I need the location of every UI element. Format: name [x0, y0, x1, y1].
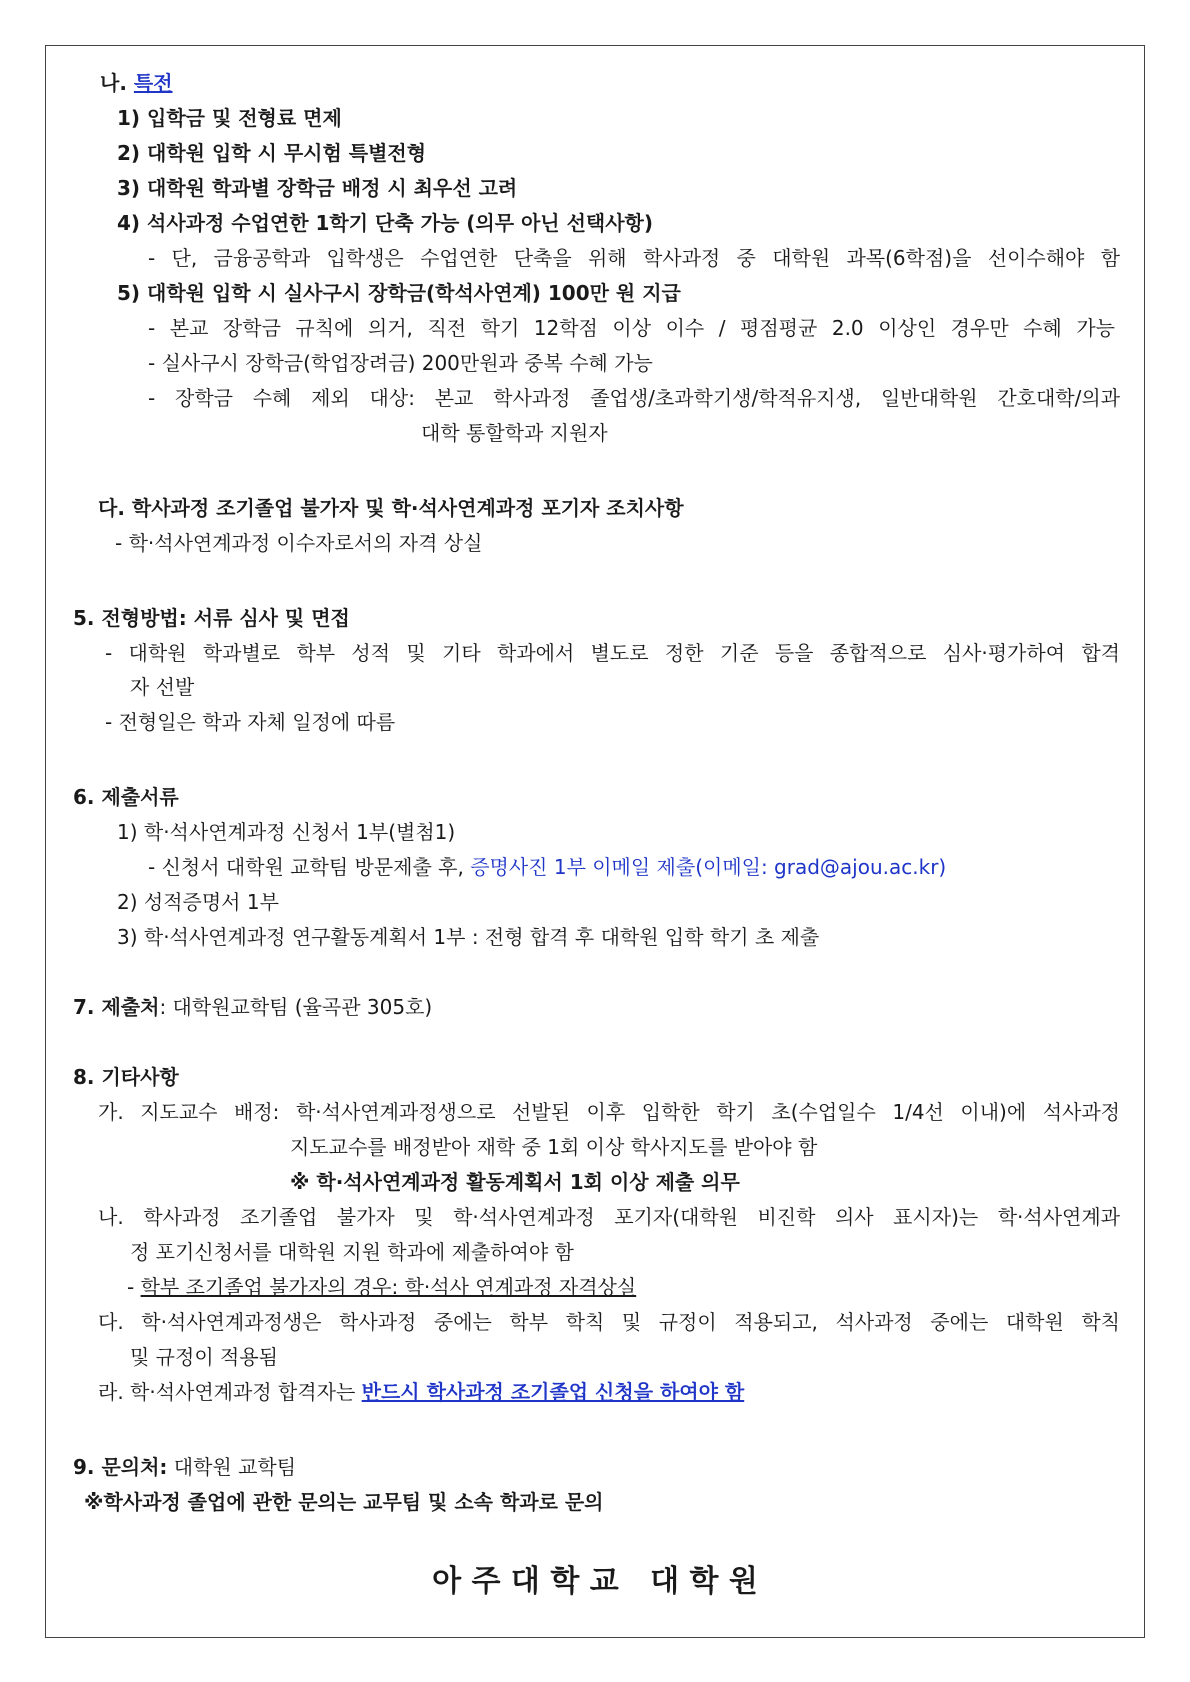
section-5-line-1-cont: 자 선발 — [130, 675, 195, 699]
document-item-1: 1) 학·석사연계과정 신청서 1부(별첨1) — [117, 820, 456, 844]
section-8-na-note — [127, 1272, 636, 1302]
section-5-line-1: - 대학원 학과별로 학부 성적 및 기타 학과에서 별도로 정한 기준 등을 종합적으로 심사·평가하여 합격 — [105, 641, 1120, 665]
benefit-item-5-note-1: - 본교 장학금 규칙에 의거, 직전 학기 12학점 이상 이수 / 평점평균 2.0 이상인 경우만 수혜 가능 — [148, 316, 1115, 340]
section-8-na: 나. 학사과정 조기졸업 불가자 및 학·석사연계과정 포기자(대학원 비진학 의사 표시자)는 학·석사연계과 — [98, 1205, 1120, 1229]
section-5-heading: 5. 전형방법: 서류 심사 및 면접 — [73, 606, 350, 630]
section-9-value: 대학원 교학팀 — [167, 1455, 297, 1479]
section-8-ra-text: 라. 학·석사연계과정 합격자는 — [98, 1380, 362, 1404]
benefit-item-5-note-2: - 실사구시 장학금(학업장려금) 200만원과 중복 수혜 가능 — [148, 351, 653, 375]
benefit-item-5: 5) 대학원 입학 시 실사구시 장학금(학석사연계) 100만 원 지급 — [117, 281, 681, 305]
early-graduation-notice: 반드시 학사과정 조기졸업 신청을 하여야 함 — [361, 1380, 745, 1404]
section-8-ga-cont: 지도교수를 배정받아 재학 중 1회 이상 학사지도를 받아야 함 — [290, 1135, 818, 1159]
section-7-label: 7. 제출처 — [73, 995, 160, 1019]
section-8-da-cont: 및 규정이 적용됨 — [130, 1345, 278, 1369]
section-7 — [73, 992, 432, 1022]
benefit-item-5-note-3-cont: 대학 통할학과 지원자 — [421, 421, 608, 445]
section-na-heading — [100, 68, 173, 98]
document-item-1-note-text: - 신청서 대학원 교학팀 방문제출 후, — [148, 855, 471, 879]
section-9-label: 9. 문의처: — [73, 1455, 168, 1479]
benefit-item-2: 2) 대학원 입학 시 무시험 특별전형 — [117, 141, 427, 165]
benefit-item-4-note: - 단, 금융공학과 입학생은 수업연한 단축을 위해 학사과정 중 대학원 과목(6학점)을 선이수해야 함 — [148, 246, 1120, 270]
email-submission-note: 증명사진 1부 이메일 제출(이메일: grad@ajou.ac.kr) — [470, 855, 947, 879]
section-8-da: 다. 학·석사연계과정생은 학사과정 중에는 학부 학칙 및 규정이 적용되고, 석사과정 중에는 대학원 학칙 — [98, 1310, 1120, 1334]
section-8-na-note-dash: - — [127, 1275, 141, 1299]
section-da-note: - 학·석사연계과정 이수자로서의 자격 상실 — [115, 531, 483, 555]
benefits-link[interactable]: 특전 — [133, 71, 173, 95]
section-8-na-cont: 정 포기신청서를 대학원 지원 학과에 제출하여야 함 — [130, 1240, 574, 1264]
document-item-2: 2) 성적증명서 1부 — [117, 890, 279, 914]
section-6-heading: 6. 제출서류 — [73, 785, 179, 809]
document-item-3: 3) 학·석사연계과정 연구활동계획서 1부 : 전형 합격 후 대학원 입학 학기 초 제출 — [117, 925, 820, 949]
section-da-heading: 다. 학사과정 조기졸업 불가자 및 학·석사연계과정 포기자 조치사항 — [98, 496, 684, 520]
section-na-label: 나. — [100, 71, 127, 95]
section-8-ra — [98, 1377, 744, 1407]
benefit-item-3: 3) 대학원 학과별 장학금 배정 시 최우선 고려 — [117, 176, 518, 200]
section-8-na-note-text: 학부 조기졸업 불가자의 경우: 학·석사 연계과정 자격상실 — [140, 1275, 637, 1299]
section-7-value: : 대학원교학팀 (율곡관 305호) — [159, 995, 433, 1019]
section-8-ga: 가. 지도교수 배정: 학·석사연계과정생으로 선발된 이후 입학한 학기 초(수업일수 1/4선 이내)에 석사과정 — [98, 1100, 1120, 1124]
section-9-note: ※학사과정 졸업에 관한 문의는 교무팀 및 소속 학과로 문의 — [84, 1490, 604, 1514]
section-8-heading: 8. 기타사항 — [73, 1065, 179, 1089]
document-item-1-note — [148, 852, 946, 882]
section-5-line-2: - 전형일은 학과 자체 일정에 따름 — [105, 710, 396, 734]
university-name-footer: 아 주 대 학 교 대 학 원 — [432, 1564, 758, 1599]
section-8-ga-note: ※ 학·석사연계과정 활동계획서 1회 이상 제출 의무 — [290, 1170, 740, 1194]
benefit-item-5-note-3: - 장학금 수혜 제외 대상: 본교 학사과정 졸업생/초과학기생/학적유지생, 일반대학원 간호대학/의과 — [148, 386, 1120, 410]
section-9 — [73, 1452, 296, 1482]
benefit-item-1: 1) 입학금 및 전형료 면제 — [117, 106, 342, 130]
benefit-item-4: 4) 석사과정 수업연한 1학기 단축 가능 (의무 아닌 선택사항) — [117, 211, 653, 235]
